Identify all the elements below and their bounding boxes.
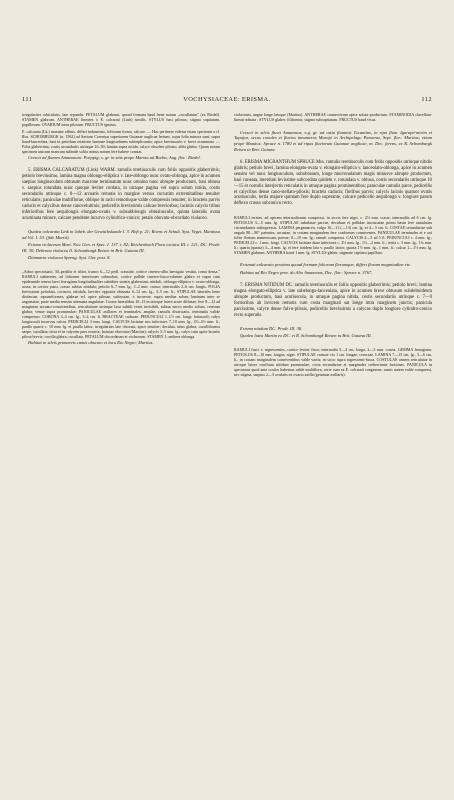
habitat-note: Crescit ad flumen Amazonum: Poeppig; s. gr. in sitis prope Marota ad Borba, Aug. flor.: Riedel. <box>28 155 201 161</box>
page-number-right: 112 <box>421 96 432 103</box>
affinity-note: Erismati calcarato proxima quoad formam foliorum florumque, differt florum magnitudine etc. <box>240 262 412 268</box>
right-column <box>234 112 432 772</box>
species-diagnosis-calcaratum: 5. ERISMA CALCARATUM (Link) WARM. ramulis teretiusculis cum foliis oppositis glaberrimis; petiolo breviusimo, lamina magna oblongo-elliptica v. late-oblongo nunc ovato-oblonga, apice in acumen saepius longiusculum obtusum macrone terminatum nunc omnino nunc abrupte productum, basi obtusa v. saepius rotundata nunc quoque leviter cordata, in utraque pagina vel supra solum nitida, costis secundariis utrinque c. 8—12 arcuatis remotis in margine versus curvatim extremitatibus tenuiter reticulatis; paniculae multiflorae, oblique in rachi remotisque valde compressis tenuiter, in bracteis parvis caducis et calycibus dense canoveluttinis; pedicellis brevissimis calicae breviorbus; laciniis calycis tribus inferioribus fere aequilongis elongato-ovatis v. subsubblongis obtusiusculis, quinta lateralis ovata acuminata minore, calcare pendente incurvo cylindrico-conico; petalo obovato-obcordato violaceo. <box>22 168 220 221</box>
habitat-micranthum: Habitat ad Rio Negro prov. do Alto Amazonas, Dec. flor.: Spruce n. 3767. <box>240 269 373 275</box>
synonym-citation-3: Dimmaria violacea Spreng. Syst. Our. post. 8. <box>28 255 111 261</box>
species-diagnosis-micranthum: 6. ERISMA MICRANTHUM SPRUCE Mss. ramulis teretiusculis cum foliis oppositis utrinque nitidis glabris; petiolo brevi, lamina elongato-ovata v. elongato-elliptica v. lanceolato-oblonga, apice in acumen sensim vel nunc longiusculum, subobtusum, longe mucronulatum magis minusve abrupte productum, basi cuneata, interdum levissime subcordata quidem v. rotundata v. obtusa, costis secundariis utrinque 10—15 et costulis interjectis reticulatis in utraque pagina prominentibus; paniculae ramulis parce, pedicellis et calycibus dense cano-stellato-pilosis; bracteis caducis; floribus parvis; calycis lacinis quatuor ovatis acutiusculis, tertia majore quintam fere duplo superante, calcare pedicello aequilongo v. longiore parum deflexo crasso subconico recto. <box>234 160 432 207</box>
synonym-nitidum-2: Qualea lutea Martin ex DC. et R. Schomburgk Reisen in Brit. Guiana III. <box>240 333 372 339</box>
synonym-citation-1: Qualea calcarata Link in Jahrb. der Gewächskunde I. 3. Heft p. 21; Roem. et Schult. Syst. Veget. Mantissa ad Vol. I. 53. (fide Martii). <box>22 229 220 240</box>
page-header <box>22 96 432 103</box>
species-diagnosis-nitidum: 7. ERISMA NITIDUM DC. ramulis teretiusculis et foliis oppositis glaberrimis; petiolo brevi; lamina magna elongato-elliptica v. late subelongo-lanceolata, apice in acumen breve obtusum subdeltoideum abrupte productum, basi acutiuscula, in utraque pagina nitida, costis secundariis utrinque c. 7—9 fortioribus ab invicem remotis cum costa marginali sat longe intra marginem junctis; panicula parcissime, calyce dense fulvo-pilosis, pedicellis brevissimis a calycae duplo longiore cylindro-conico recto superatis. <box>234 283 432 318</box>
remark-paragraph: E. calcarata (Lk.) maxime affinis, differt indumento, foliorum forma, calcare. — Hac pertinere videtur etiam specimen a cl. Ros. SCHOMBURGK (n. 1562) ad Saviam Corentyn superiorem Guianae anglicae lectum, cujus folia minora sunt, supra haud-lanceolata, basi in petiolum retatione laminae longitudinem subtriplicantia; apice breviusculo v. brevi acuminata. — Folia glaberrima, costis secundariis utrinque 16–30; lamina supra nitida; calyce obsolete plicato; alibi glabro. Quam notam specimen unicum mancum subinde solito minus notum fere habere constat. <box>22 128 220 154</box>
left-column <box>22 112 220 772</box>
description-continued: irregulariter orbicularis, late repandis. PETALUM glabrum, quoad formam haud bene notum „cucullatum" (ex Riedel). STAMEN glabrum. ANTHERAE lineares ± E. calcarati (Link) similis. STYLUS basi pilosus; stigma capitatum, papillosum. OVARIUM intus pilosum. FRUCTUS ignotus. <box>22 112 220 127</box>
description-paragraph: „Arbor speciosiaoi, 30–pedalis et altior, trunco 6—12 pedl. crassitie, cortice cinereo-albo laevigato vestita, coma densa." RAMULI subteretes, ad foliorum insertiones subnodosi, cortice pallide cinereo-fusco-rubente glabro et supra cum epidermide tenera laevi ferruginea longitudinaliter subtiliter striatis glaberrimi, nitiduli, oblongo-elliptica v. ovato-oblonga, acuta, in cortice passi, crasso subtus nitidulo; petiolo 6–7 mm. lg., 1–2 mm. crasso; internodiis 2–6 cm. longis. FOLIA brevissime petiolata, coriacea, nitidula, laeviter opposite obtusata 6–12 cm. lg., 3–5 cm. lt.; STIPULAE laterales bene distinctae, squamiformes, glabrae rel. apice pilosae, subacutae, ± incurvae, supra mediae solum laminam inter se angustatae, parte media sensim attenuata angulatae. Costae lateralibus 10–13 in utroque latere acute diffusae, fere 8—12 ad marginem arcuato-conniventibus, reticulatione utrinque laxa subtili venis invisibili, subtus nervo medio solum, ceterum glabra; venae supra prominulae; PANICULAE axillares et terminales, amplae, ramulis divaricatis, terminalis valide compressis. CORONA 3–4 cm. lg., 3–4 cm. lt. BRACTEAE caducae. PEDUNCULI 1–1½ cm. longi; latiusculi; calyx longiusculi incurvus calcar. PEDICELLI 3 mm. longi. CALYCIS laciniae tres inferiores 7–10 mm. lg., 4½–4½ mm. lt., paullo quarta c. 10 mm. lg. et paullo latior, irregulariter late obovata, apice tenuiter; decidua, intus glabra, cuculliformis saepe, cucullata; tecta et in calycem pars exserta; laciniae obovatae (Martius); calycis 3–5 mm. lg.; calyx cum apice laciniis pilosa brevis; corolla glabra, cucullata. PETALUM obcordatum et violaceum. STAMEN 1; anthera oblonga. <box>22 268 220 339</box>
text-columns <box>22 112 432 772</box>
habitat-note-right: Crescit in silvis fluvii Amazonas, e.g. gr. ad ostia fluminis Tocantins, in ripa flum. Igarapé-mirim et Tapajoz, secus conales et fluvios innumeros Marajó in Archipelago Paraensi, Sept. flor.: Martius; etiam prope Manáos: Spruce n. 1780 et ad ripas fluviorum Guianae anglicae, m. Dec. ferens, ex R. Schomburgk Reisen in Brit. Guiana. <box>234 129 432 152</box>
synonym-citation-2: Erisma violaceum Mart. Nov. Gen. et Spec. I. 137. t. 82; Reichenbach Flora exotica III. t. 121; DC. Prodr. III. 30; Debrnea violacea Il. Schomburgk Reisen in Brit. Guiana III. <box>22 242 220 253</box>
description-nitidum: RAMULI fusci v. nigrescentes, cortice leviter fisso; internodia 3—4 cm. longa, 2—3 mm. crassa. GEMMA ferruginea. PETIOLUS 8—10 mm. longus, niger. STIPULAE crassae vix 1 cm. longae, ceraceae. LAMINA 7—15 cm. lg., 3—6 cm. lt., in costam marginalem conniventibus valde variis; in sicco supra nigrescenti-fusca. COSTULAE omnes reticulatae in utroque latere conflutas nitidum prominulae; costa secundariae et marginales creberrimae factiones. PANICULA in specimine quod ante oculos habemus valde multiflora, certe cum ea E. calcarati congruens; ramis autem valde compressi, nec stigma, saepius 2—3 ovulatis ex ovario axilla (gemmae axillaris). <box>234 346 432 377</box>
running-title: VOCHYSIACEAE: ERISMA. <box>183 96 271 103</box>
habitat-note-2: Habitat in silvis primaevis cumis obscuro et lacu Rio Negro; Martius. <box>28 340 154 346</box>
page-number-left: 111 <box>22 96 33 103</box>
description-micranthum: RAMULI teretes, ad apicem internodiorum compressi, in siccis fere nigri, c. 2½ mm. crassi; internodiis ad 6 cm. lg. PETIOLUS 3—5 mm. lg. STIPULAE subulatae parvae, deciduae et pallidae incrassatae primo basin fere annulatim circumdantes rufimpressis. LAMINA pergamacea, vulgo 10—11 (—13) cm. lg. et 4—5 cm. lt. COSTAE secundariae sub angulo 80—90° patentes, arcuatae, in costam marginalem fere conformes conniventes. PANICULAE terminales et e axi foliis florium numerosum, parvae, 8—10 cm. lg.; ramuli compressi. CALYCIS 4—5 ad 5 fl. PEDUNCULI c. 4 mm. lg.; PEDICELLI c. 1 mm. longi. CALYCIS laciniae duae inferiores c. 2½ mm. lg., 1½—2 mm. lt.; tertia c. 3 mm. lg., 1¾ mm. lt.; quarta (quinta) 3—4 mm. lg. et fere totidem lata v. paullo latior; quinta 1½ mm. lg., 1 mm. lt.; calcar 1—1½ mm. lg. STAMEN glabrum. ANTHERA bond 1 mm. lg. STYLUS glaber, stigmate capitato papilloso. <box>234 214 432 255</box>
description-continued-right: violaceum, ungue longe latoque (Martius). ANTHERAE connectivum apice solute productum. STAMINODIA clavellata-lineari-adnata ; STYLUS glaber, filiformis; stigma subcapitatum. FRUCTUS haud visus. <box>234 112 432 122</box>
synonym-nitidum-1: Erisma nitidum DC. Prodr. III. 30. <box>240 326 303 332</box>
